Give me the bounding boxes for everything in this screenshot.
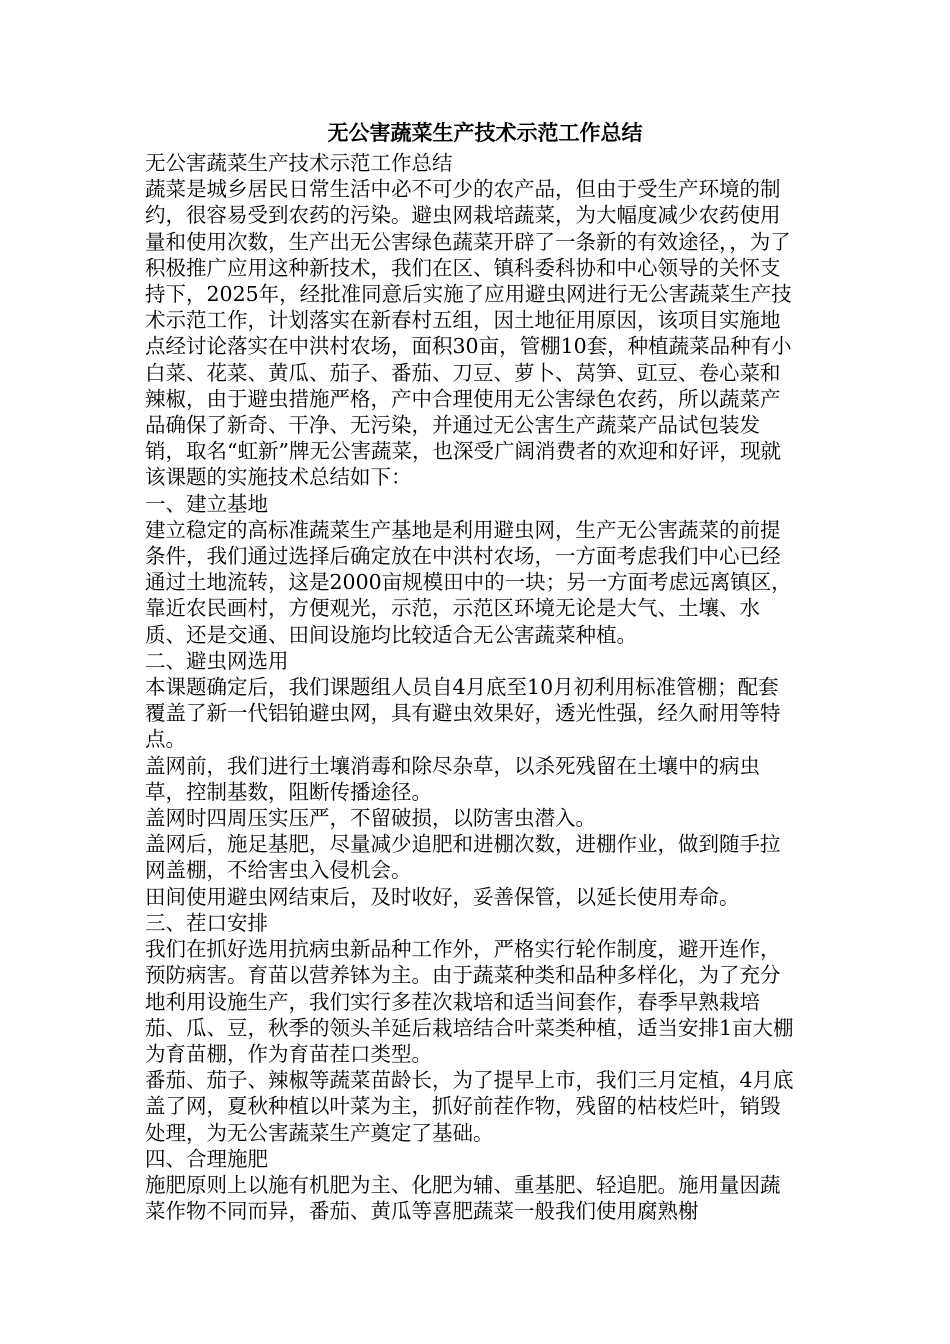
document-title: 无公害蔬菜生产技术示范工作总结 <box>327 120 643 145</box>
section-base-paragraph: 建立稳定的高标准蔬菜生产基地是利用避虫网，生产无公害蔬菜的前提条件，我们通过选择后确定放在中洪村农场，一方面考虑我们中心已经通过土地流转，这是2000亩规模田中的一块；另一方面考虑远离镇区，靠近农民画村，方便观光，示范，示范区环境无论是大气、土壤、水质、还是交通、田间设施均比较适合无公害蔬菜种植。 <box>145 517 792 647</box>
section-heading-base: 一、建立基地 <box>145 491 268 516</box>
section-heading-fertilizer: 四、合理施肥 <box>145 1146 268 1171</box>
document-page <box>145 118 815 1224</box>
intro-paragraph: 蔬菜是城乡居民日常生活中必不可少的农产品，但由于受生产环境的制约，很容易受到农药的污染。避虫网栽培蔬菜，为大幅度减少农药使用量和使用次数，生产出无公害绿色蔬菜开辟了一条新的有效途径，，为了积极推广应用这种新技术，我们在区、镇科委科协和中心领导的关怀支持下，2025年，经批准同意后实施了应用避虫网进行无公害蔬菜生产技术示范工作，计划落实在新春村五组，因土地征用原因，该项目实施地点经讨论落实在中洪村农场，面积30亩，管棚10套，种植蔬菜品种有小白菜、花菜、黄瓜、茄子、番茄、刀豆、萝卜、莴笋、豇豆、卷心菜和辣椒，由于避虫措施严格，产中合理使用无公害绿色农药，所以蔬菜产品确保了新奇、干净、无污染，并通过无公害生产蔬菜产品试包装发销，取名“虹新”牌无公害蔬菜，也深受广阔消费者的欢迎和好评，现就该课题的实施技术总结如下： <box>145 177 792 490</box>
document-subtitle: 无公害蔬菜生产技术示范工作总结 <box>145 151 453 175</box>
section-net-paragraph: 本课题确定后，我们课题组人员自4月底至10月初利用标准管棚；配套覆盖了新一代铝铂避虫网，具有避虫效果好，透光性强，经久耐用等特点。 <box>145 675 781 752</box>
section-net-paragraph: 盖网后，施足基肥，尽量减少追肥和进棚次数，进棚作业，做到随手拉网盖棚，不给害虫入侵机会。 <box>145 832 781 883</box>
section-net-paragraph: 盖网前，我们进行土壤消毒和除尽杂草，以杀死残留在土壤中的病虫草，控制基数，阻断传播途径。 <box>145 753 760 804</box>
section-heading-rotation: 三、茬口安排 <box>145 910 268 935</box>
section-rotation-paragraph: 我们在抓好选用抗病虫新品种工作外，严格实行轮作制度，避开连作，预防病害。育苗以营养钵为主。由于蔬菜种类和品种多样化，为了充分地利用设施生产，我们实行多茬次栽培和适当间套作，春季早熟栽培茄、瓜、豆，秋季的领头羊延后栽培结合叶菜类种植，适当安排1亩大棚为育苗棚，作为育苗茬口类型。 <box>145 937 794 1066</box>
section-net-paragraph: 盖网时四周压实压严，不留破损，以防害虫潜入。 <box>145 806 596 831</box>
section-net-paragraph: 田间使用避虫网结束后，及时收好，妥善保管，以延长使用寿命。 <box>145 884 740 909</box>
section-heading-net: 二、避虫网选用 <box>145 648 289 673</box>
section-fertilizer-paragraph: 施肥原则上以施有机肥为主、化肥为辅、重基肥、轻追肥。施用量因蔬菜作物不同而异，番茄、黄瓜等喜肥蔬菜一般我们使用腐熟榭 <box>145 1172 781 1224</box>
section-rotation-paragraph: 番茄、茄子、辣椒等蔬菜苗龄长，为了提早上市，我们三月定植，4月底盖了网，夏秋种植以叶菜为主，抓好前茬作物，残留的枯枝烂叶，销毁处理，为无公害蔬菜生产奠定了基础。 <box>145 1068 794 1145</box>
